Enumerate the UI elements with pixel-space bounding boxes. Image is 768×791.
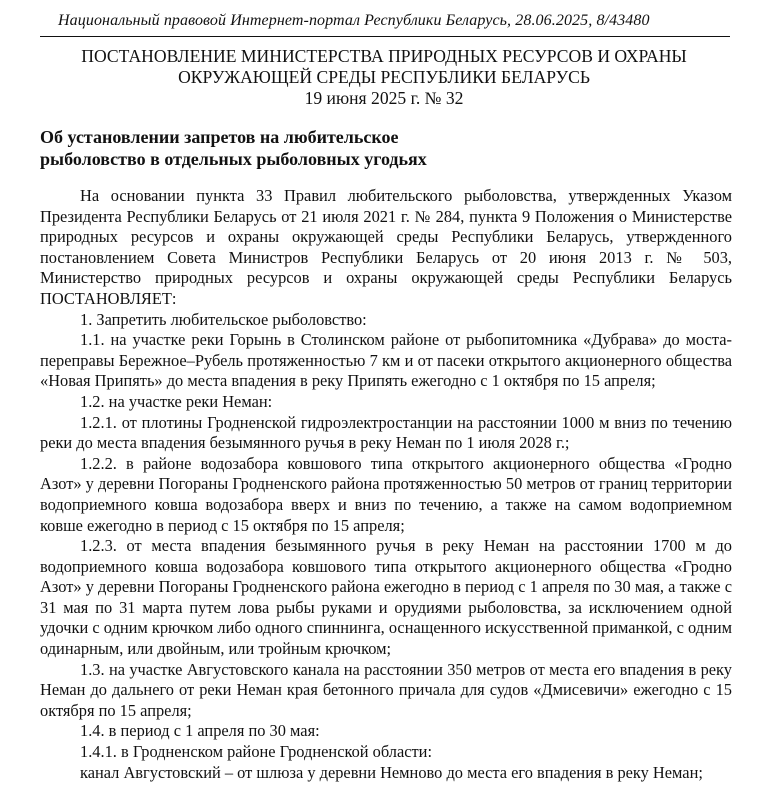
clause-1-1: 1.1. на участке реки Горынь в Столинском районе от рыбопитомника «Дубрава» до моста-переправы Бережное–Рубель протяженностью 7 км и от пасеки открытого акционерного общества «Новая Припять» до места впадения в реку Припять ежегодно с 1 октября по 15 апреля; — [40, 330, 732, 391]
clause-1-4-1: 1.4.1. в Гродненском районе Гродненской области: — [80, 742, 433, 762]
clause-1-2-2: 1.2.2. в районе водозабора ковшового типа открытого акционерного общества «Гродно Азот» у деревни Погораны Гродненского района протяженностью 50 метров от границ территории водоприемного ковша водозабора вверх и вниз по течению, а также на самом водоприемном ковше ежегодно в период с 15 октября по 15 апреля; — [40, 453, 732, 535]
clause-1-2: 1.2. на участке реки Неман: — [80, 391, 273, 411]
issuer-line-1: ПОСТАНОВЛЕНИЕ МИНИСТЕРСТВА ПРИРОДНЫХ РЕСУРСОВ И ОХРАНЫ — [81, 46, 687, 66]
clause-1-2-1: 1.2.1. от плотины Гродненской гидроэлектростанции на расстоянии 1000 м вниз по течению реки до места впадения безымянного ручья в реку Неман по 1 июля 2028 г.; — [40, 412, 732, 453]
portal-header: Национальный правовой Интернет-портал Республики Беларусь, 28.06.2025, 8/43480 — [58, 12, 650, 29]
header-divider — [40, 36, 730, 37]
issuer-heading — [60, 46, 708, 88]
clause-1-2-3: 1.2.3. от места впадения безымянного ручья в реку Неман на расстоянии 1700 м до водоприемного ковша водозабора ковшового типа открытого акционерного общества «Гродно Азот» у деревни Погораны Гродненского района ежегодно в период с 1 апреля по 30 мая, а также с 31 мая по 31 марта путем лова рыбы руками и орудиями рыболовства, за исключением одной удочки с одним крючком либо одного спиннинга, оснащенного искусственной приманкой, с одним одинарным, или двойным, или тройным крючком; — [40, 536, 732, 659]
canal-item: канал Августовский – от шлюза у деревни Немново до места его впадения в реку Неман; — [80, 762, 703, 782]
clause-1-3: 1.3. на участке Августовского канала на расстоянии 350 метров от места его впадения в реку Неман до дальнего от реки Неман края бетонного причала для судов «Дмисевичи» ежегодно с 15 октября по 15 апреля; — [40, 659, 732, 720]
issuer-line-2: ОКРУЖАЮЩЕЙ СРЕДЫ РЕСПУБЛИКИ БЕЛАРУСЬ — [178, 67, 590, 87]
date-number: 19 июня 2025 г. № 32 — [304, 88, 464, 108]
document-title — [40, 126, 520, 170]
title-line-2: рыболовство в отдельных рыболовных угодьях — [40, 149, 427, 169]
preamble-paragraph: На основании пункта 33 Правил любительского рыболовства, утвержденных Указом Президента Республики Беларусь от 21 июля 2021 г. № 284, пункта 9 Положения о Министерстве природных ресурсов и охраны окружающей среды Республики Беларусь, утвержденного постановлением Совета Министров Республики Беларусь от 20 июня 2013 г. № 503, Министерство природных ресурсов и охраны окружающей среды Республики Беларусь ПОСТАНОВЛЯЕТ: — [40, 186, 732, 308]
clause-1-4: 1.4. в период с 1 апреля по 30 мая: — [80, 721, 320, 741]
title-line-1: Об установлении запретов на любительское — [40, 127, 399, 147]
document-body — [40, 186, 732, 783]
clause-1: 1. Запретить любительское рыболовство: — [80, 309, 367, 329]
